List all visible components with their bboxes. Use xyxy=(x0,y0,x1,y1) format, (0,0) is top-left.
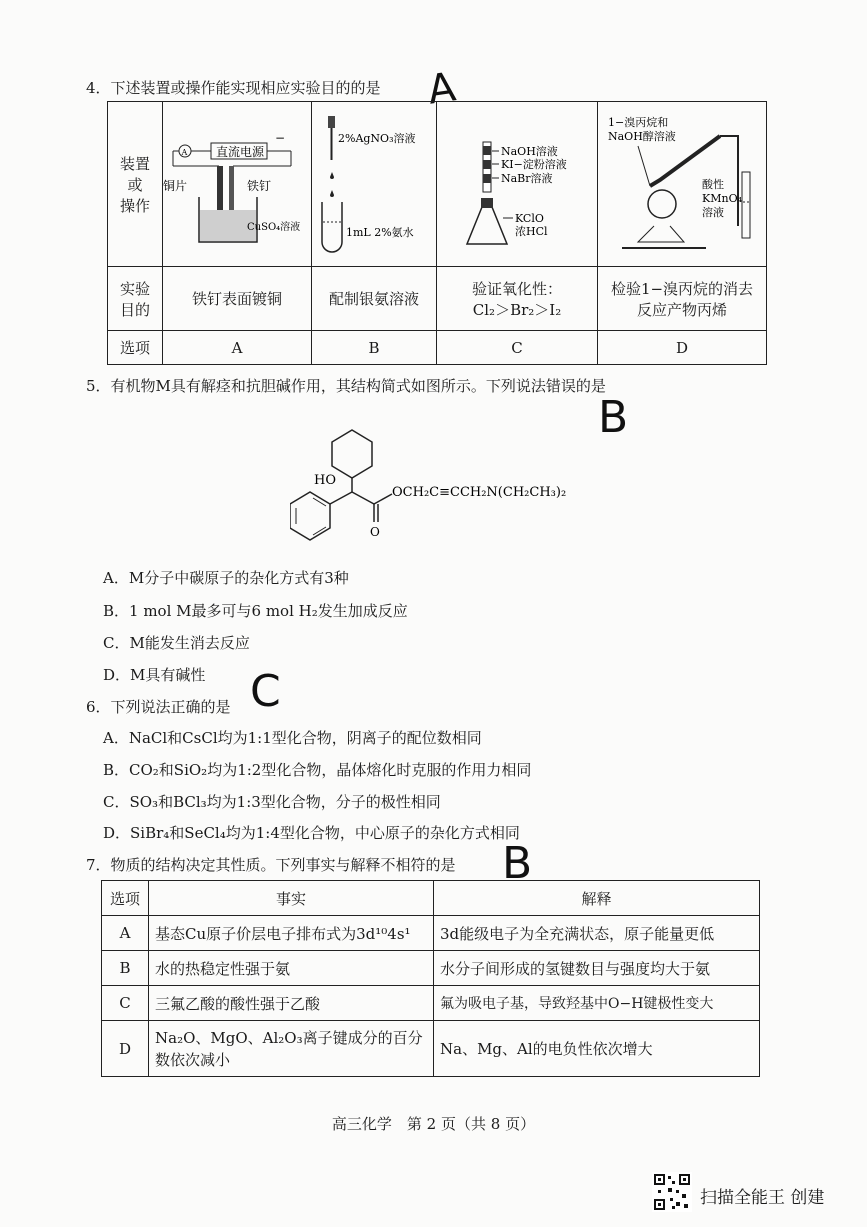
table-row: D Na₂O、MgO、Al₂O₃离子键成分的百分数依次减小 Na、Mg、Al的电负性依次增大 xyxy=(102,1021,760,1077)
power-label: 直流电源 xyxy=(216,145,265,159)
option-b: B xyxy=(312,331,437,365)
svg-text:KI−淀粉溶液: KI−淀粉溶液 xyxy=(501,158,567,171)
q4-stem: 4．下述装置或操作能实现相应实验目的的是 xyxy=(86,79,381,97)
q5-stem: 5．有机物M具有解痉和抗胆碱作用，其结构简式如图所示。下列说法错误的是 xyxy=(86,377,606,395)
page-footer: 高三化学 第 2 页（共 8 页） xyxy=(331,1115,536,1133)
q7-header-option: 选项 xyxy=(102,881,149,916)
purpose-d: 检验1−溴丙烷的消去 反应产物丙烯 xyxy=(598,267,767,331)
molecule-structure xyxy=(290,422,570,552)
diagram-a-cell xyxy=(163,102,312,267)
svg-text:浓HCl: 浓HCl xyxy=(515,225,548,238)
option-d: D xyxy=(598,331,767,365)
svg-text:NaOH醇溶液: NaOH醇溶液 xyxy=(608,130,676,143)
purpose-c: 验证氧化性： Cl₂＞Br₂＞I₂ xyxy=(437,267,598,331)
q6-option-d: D．SiBr₄和SeCl₄均为1:4型化合物，中心原子的杂化方式相同 xyxy=(103,824,520,842)
q4-label-setup: 装置 或 操作 xyxy=(108,102,163,267)
q5-option-a: A．M分子中碳原子的杂化方式有3种 xyxy=(103,569,349,587)
q4-label-purpose: 实验 目的 xyxy=(108,267,163,331)
q6-option-b: B．CO₂和SiO₂均为1:2型化合物，晶体熔化时克服的作用力相同 xyxy=(103,761,532,779)
iron-nail-label: 铁钉 xyxy=(247,179,272,193)
table-row: A 基态Cu原子价层电子排布式为3d¹⁰4s¹ 3d能级电子为全充满状态，原子能量更低 xyxy=(102,916,760,951)
q6-handwritten-answer: C xyxy=(250,666,281,717)
ammeter-label: A xyxy=(181,148,188,157)
diagram-b-cell xyxy=(312,102,437,267)
cuso4-label: CuSO₄溶液 xyxy=(247,222,301,233)
svg-text:酸性: 酸性 xyxy=(702,178,724,191)
svg-text:1−溴丙烷和: 1−溴丙烷和 xyxy=(608,116,669,129)
q7-stem: 7．物质的结构决定其性质。下列事实与解释不相符的是 xyxy=(86,856,456,874)
table-row: C 三氟乙酸的酸性强于乙酸 氟为吸电子基，导致羟基中O−H键极性变大 xyxy=(102,986,760,1021)
side-chain-label: OCH₂C≡CCH₂N(CH₂CH₃)₂ xyxy=(392,485,567,500)
svg-text:NaOH溶液: NaOH溶液 xyxy=(501,145,558,158)
option-c: C xyxy=(437,331,598,365)
q6-option-c: C．SO₃和BCl₃均为1:3型化合物，分子的极性相同 xyxy=(103,793,441,811)
q6-stem: 6．下列说法正确的是 xyxy=(86,698,231,716)
q4-label-option: 选项 xyxy=(108,331,163,365)
q7-header-explanation: 解释 xyxy=(434,881,760,916)
copper-label: 铜片 xyxy=(163,179,188,193)
svg-text:O: O xyxy=(370,525,380,539)
q4-table xyxy=(107,101,767,365)
electroplating-diagram xyxy=(163,102,311,262)
diagram-d-cell xyxy=(598,102,767,267)
elimination-diagram xyxy=(598,102,766,262)
table-row: B 水的热稳定性强于氨 水分子间形成的氢键数目与强度均大于氨 xyxy=(102,951,760,986)
svg-text:KMnO₄: KMnO₄ xyxy=(702,192,742,205)
svg-text:溶液: 溶液 xyxy=(702,206,724,219)
oxidation-diagram xyxy=(437,102,597,262)
q5-option-d: D．M具有碱性 xyxy=(103,666,206,684)
svg-text:KClO: KClO xyxy=(515,212,544,225)
ammonia-label: 1mL 2%氨水 xyxy=(346,226,414,239)
qr-code-icon xyxy=(652,1172,692,1212)
purpose-b: 配制银氨溶液 xyxy=(312,267,437,331)
agno3-label: 2%AgNO₃溶液 xyxy=(338,132,416,145)
q7-header-fact: 事实 xyxy=(149,881,434,916)
purpose-a: 铁钉表面镀铜 xyxy=(163,267,312,331)
svg-text:−: − xyxy=(275,131,286,145)
q5-option-b: B．1 mol M最多可与6 mol H₂发生加成反应 xyxy=(103,602,408,620)
svg-text:NaBr溶液: NaBr溶液 xyxy=(501,172,553,185)
q5-handwritten-answer: B xyxy=(598,392,629,443)
q4-handwritten-answer: A xyxy=(424,64,459,114)
option-a: A xyxy=(163,331,312,365)
silver-ammonia-diagram xyxy=(312,102,436,262)
q5-option-c: C．M能发生消去反应 xyxy=(103,634,250,652)
q7-handwritten-answer: B xyxy=(502,838,533,889)
ho-label: HO xyxy=(314,473,336,488)
q6-option-a: A．NaCl和CsCl均为1:1型化合物，阴离子的配位数相同 xyxy=(103,729,482,747)
diagram-c-cell xyxy=(437,102,598,267)
scanner-watermark: 扫描全能王 创建 xyxy=(700,1188,825,1208)
q7-table xyxy=(101,880,760,1077)
